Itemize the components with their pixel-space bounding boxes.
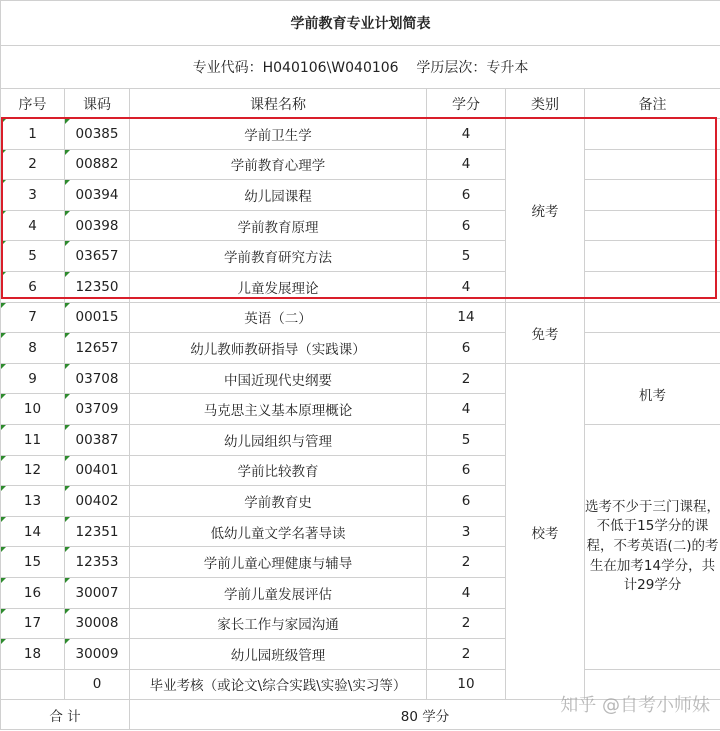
- table-row: [1, 119, 720, 150]
- row-credit: 2: [427, 639, 506, 670]
- row-course-name: 学前儿童心理健康与辅导: [130, 547, 427, 578]
- header-category: 类别: [506, 89, 585, 119]
- row-no: 13: [1, 486, 65, 517]
- row-code: 00401: [65, 455, 130, 486]
- row-credit: 4: [427, 119, 506, 150]
- major-info: [1, 46, 720, 89]
- row-no: 11: [1, 424, 65, 455]
- row-code: 00398: [65, 210, 130, 241]
- row-code: 30009: [65, 639, 130, 670]
- row-course-name: 儿童发展理论: [130, 271, 427, 302]
- row-course-name: 学前教育研究方法: [130, 241, 427, 272]
- table-row: [1, 180, 720, 211]
- row-remark: [585, 210, 720, 241]
- row-credit: 5: [427, 241, 506, 272]
- row-course-name: 学前卫生学: [130, 119, 427, 150]
- row-code: 00394: [65, 180, 130, 211]
- row-course-name: 英语（二）: [130, 302, 427, 333]
- category-unified: 统考: [506, 119, 585, 303]
- row-course-name: 学前教育心理学: [130, 149, 427, 180]
- row-no: 7: [1, 302, 65, 333]
- table-row: [1, 424, 720, 455]
- row-remark: [585, 119, 720, 150]
- table-row: [1, 149, 720, 180]
- row-code: 00882: [65, 149, 130, 180]
- row-remark: [585, 180, 720, 211]
- row-course-name: 毕业考核（或论文\综合实践\实验\实习等）: [130, 669, 427, 700]
- category-exempt: 免考: [506, 302, 585, 363]
- row-course-name: 中国近现代史纲要: [130, 363, 427, 394]
- row-no: [1, 669, 65, 700]
- category-school: 校考: [506, 363, 585, 700]
- header-credit: 学分: [427, 89, 506, 119]
- row-credit: 2: [427, 547, 506, 578]
- row-credit: 5: [427, 424, 506, 455]
- row-no: 17: [1, 608, 65, 639]
- row-no: 12: [1, 455, 65, 486]
- watermark: 知乎 @自考小师妹: [560, 695, 710, 716]
- row-course-name: 幼儿园班级管理: [130, 639, 427, 670]
- row-course-name: 学前儿童发展评估: [130, 577, 427, 608]
- table-row: [1, 302, 720, 333]
- row-code: 12353: [65, 547, 130, 578]
- row-course-name: 马克思主义基本原理概论: [130, 394, 427, 425]
- row-code: 03657: [65, 241, 130, 272]
- header-row: [1, 89, 720, 119]
- row-credit: 4: [427, 394, 506, 425]
- total-value: 80 学分: [130, 700, 720, 730]
- row-no: 5: [1, 241, 65, 272]
- row-code: 12350: [65, 271, 130, 302]
- row-remark: [585, 149, 720, 180]
- row-credit: 10: [427, 669, 506, 700]
- row-no: 15: [1, 547, 65, 578]
- row-course-name: 家长工作与家园沟通: [130, 608, 427, 639]
- header-course-name: 课程名称: [130, 89, 427, 119]
- row-no: 6: [1, 271, 65, 302]
- row-no: 2: [1, 149, 65, 180]
- row-remark: [585, 241, 720, 272]
- row-course-name: 学前教育原理: [130, 210, 427, 241]
- row-no: 8: [1, 333, 65, 364]
- row-no: 3: [1, 180, 65, 211]
- table-row: [1, 333, 720, 364]
- row-credit: 6: [427, 455, 506, 486]
- row-code: 0: [65, 669, 130, 700]
- row-remark: [585, 333, 720, 364]
- row-credit: 6: [427, 486, 506, 517]
- header-remark: 备注: [585, 89, 720, 119]
- major-info-text: 专业代码：H040106\W040106 学历层次：专升本: [192, 60, 529, 76]
- table-row: [1, 210, 720, 241]
- row-code: 00387: [65, 424, 130, 455]
- row-credit: 4: [427, 577, 506, 608]
- remark-elective: 选考不少于三门课程，不低于15学分的课程，不考英语(二)的考生在加考14学分，共计29学分: [585, 424, 720, 669]
- row-code: 03708: [65, 363, 130, 394]
- row-course-name: 学前比较教育: [130, 455, 427, 486]
- table-row: [1, 241, 720, 272]
- row-credit: 2: [427, 608, 506, 639]
- row-no: 9: [1, 363, 65, 394]
- row-remark: [585, 271, 720, 302]
- row-credit: 6: [427, 180, 506, 211]
- row-no: 4: [1, 210, 65, 241]
- row-code: 12657: [65, 333, 130, 364]
- row-course-name: 幼儿园组织与管理: [130, 424, 427, 455]
- row-no: 10: [1, 394, 65, 425]
- row-credit: 2: [427, 363, 506, 394]
- row-no: 14: [1, 516, 65, 547]
- row-credit: 4: [427, 271, 506, 302]
- row-code: 30008: [65, 608, 130, 639]
- table-title: 学前教育专业计划简表: [1, 1, 720, 46]
- table-row: [1, 271, 720, 302]
- row-code: 00402: [65, 486, 130, 517]
- row-course-name: 幼儿园课程: [130, 180, 427, 211]
- row-course-name: 低幼儿童文学名著导读: [130, 516, 427, 547]
- row-credit: 3: [427, 516, 506, 547]
- row-no: 18: [1, 639, 65, 670]
- row-no: 16: [1, 577, 65, 608]
- row-course-name: 幼儿教师教研指导（实践课）: [130, 333, 427, 364]
- row-credit: 4: [427, 149, 506, 180]
- row-credit: 6: [427, 210, 506, 241]
- row-code: 03709: [65, 394, 130, 425]
- header-no: 序号: [1, 89, 65, 119]
- table-row: [1, 363, 720, 394]
- row-code: 30007: [65, 577, 130, 608]
- row-remark: [585, 302, 720, 333]
- row-code: 12351: [65, 516, 130, 547]
- row-code: 00015: [65, 302, 130, 333]
- row-course-name: 学前教育史: [130, 486, 427, 517]
- remark-machine: 机考: [585, 363, 720, 424]
- row-credit: 6: [427, 333, 506, 364]
- row-code: 00385: [65, 119, 130, 150]
- row-no: 1: [1, 119, 65, 150]
- row-credit: 14: [427, 302, 506, 333]
- total-label: 合 计: [1, 700, 130, 730]
- header-code: 课码: [65, 89, 130, 119]
